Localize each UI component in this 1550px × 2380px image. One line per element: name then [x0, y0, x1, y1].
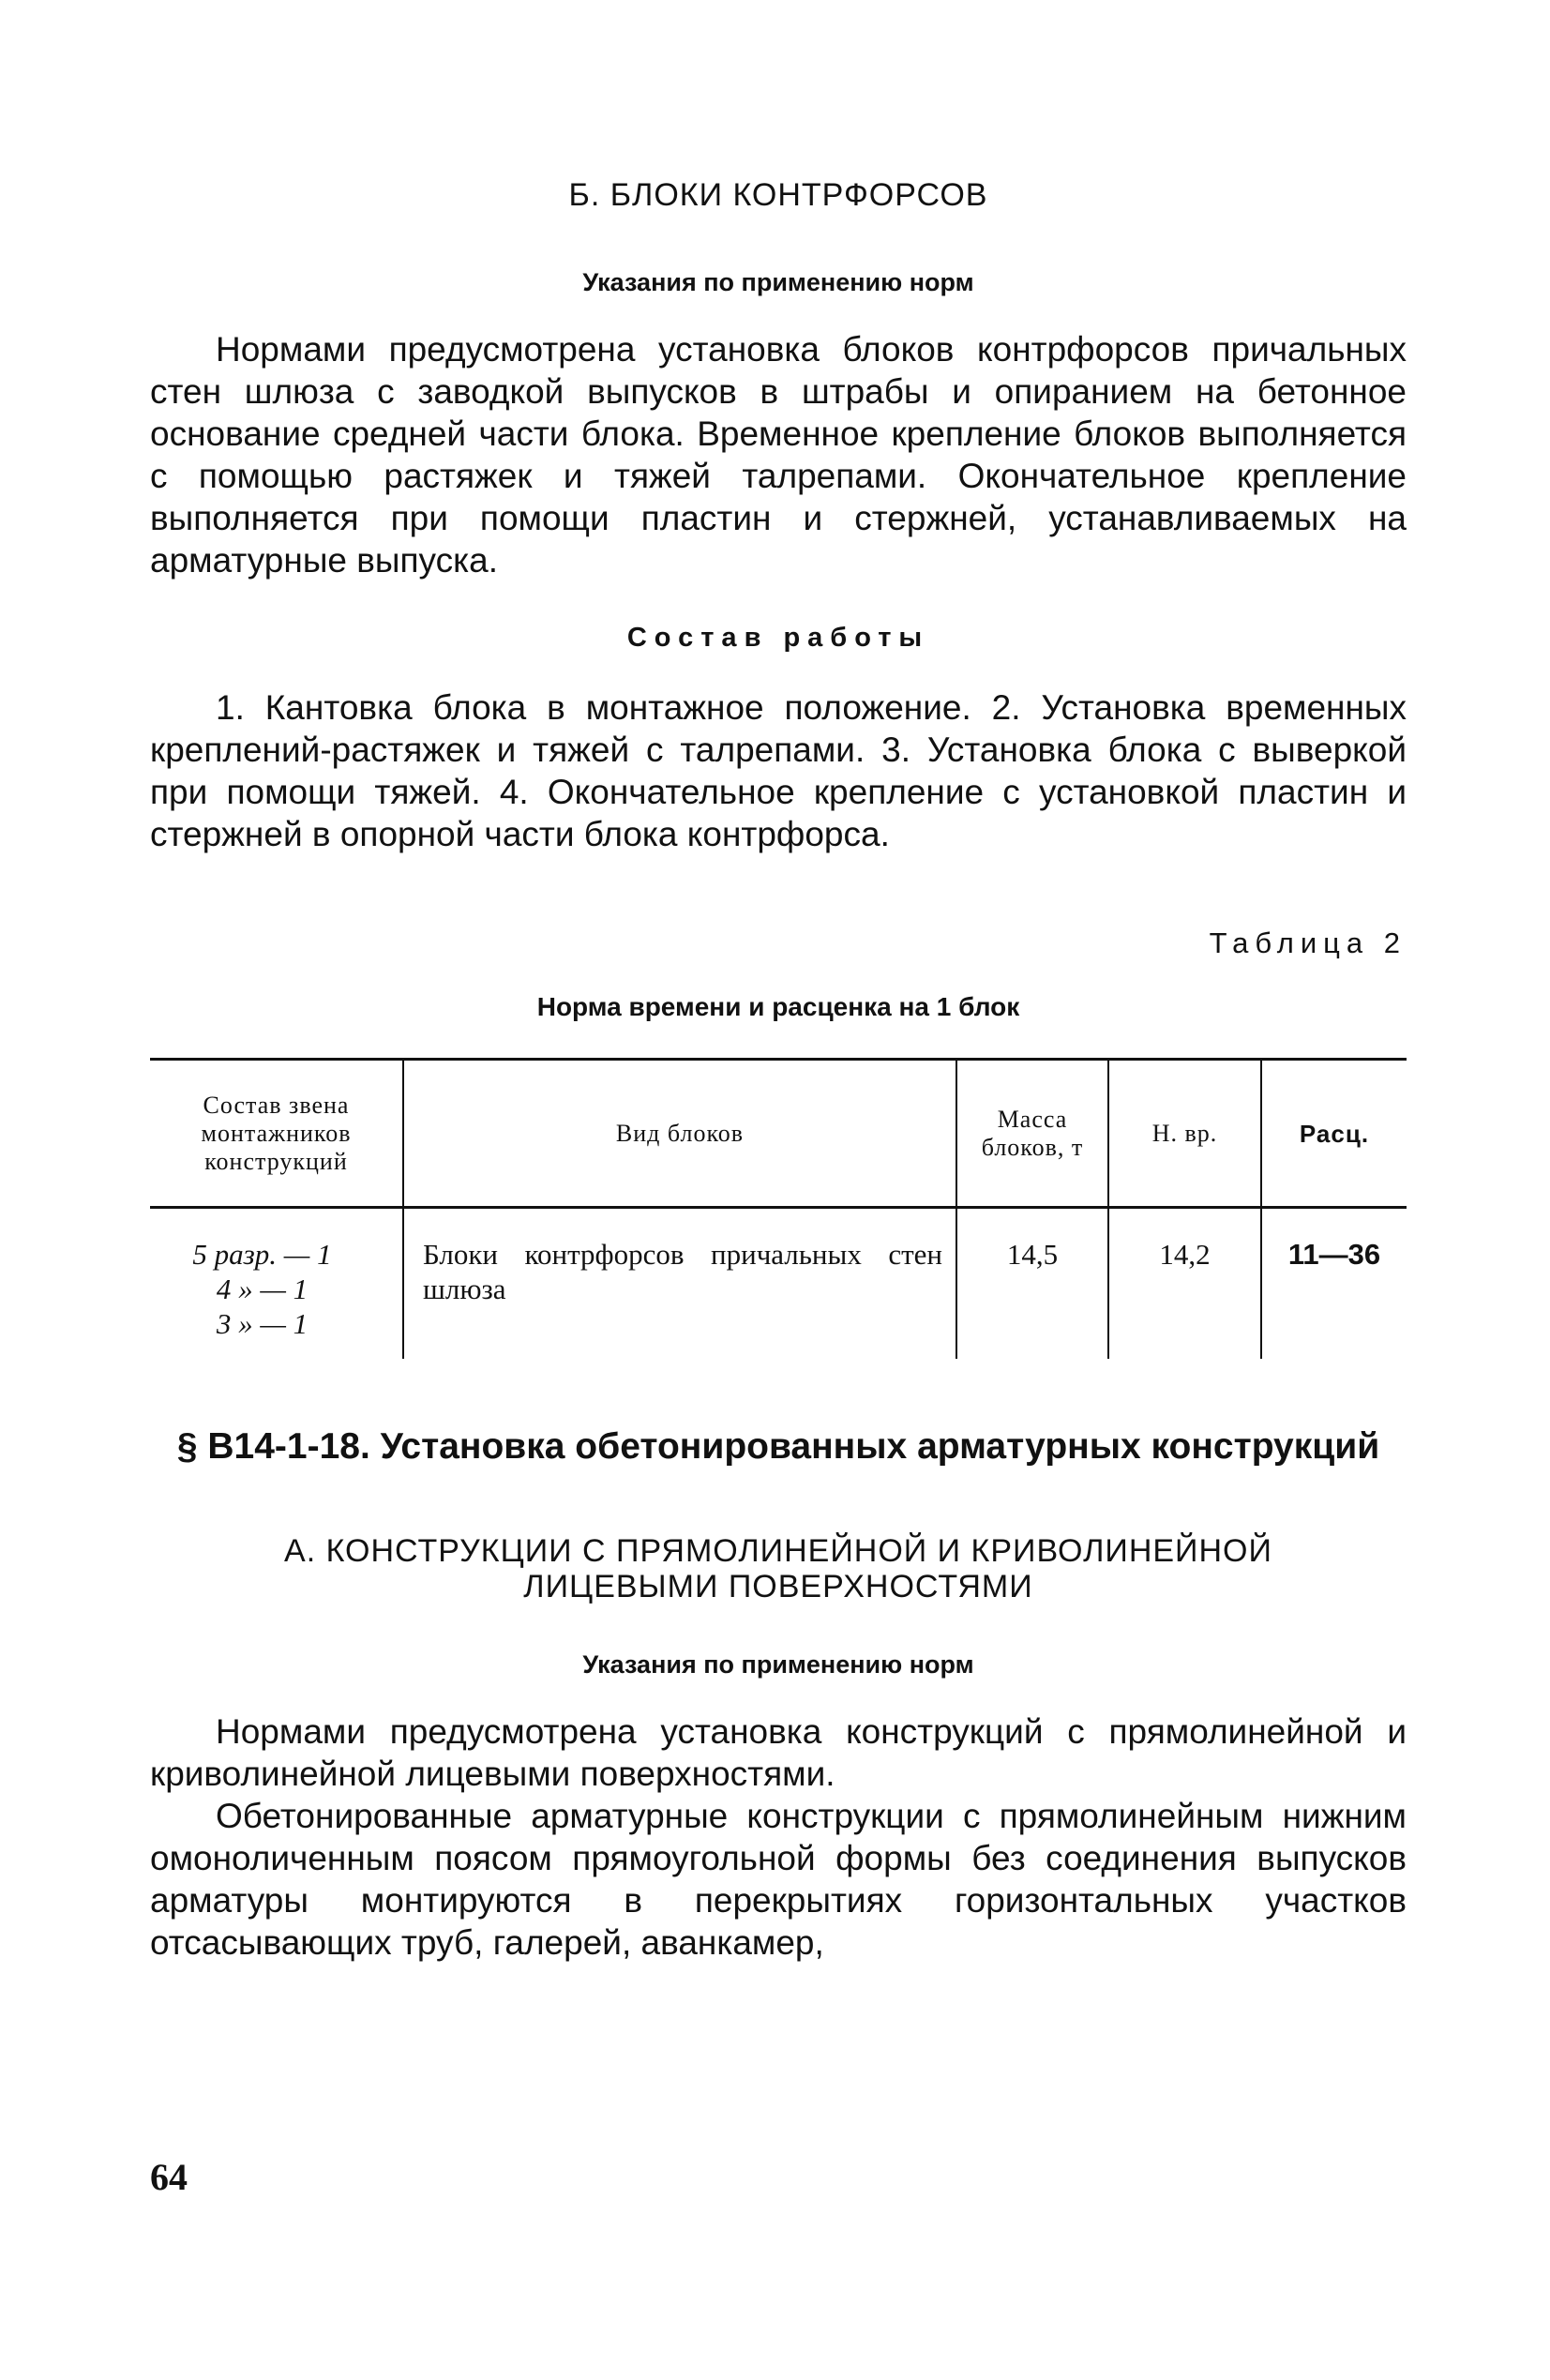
- instructions-heading: Указания по применению норм: [582, 268, 974, 296]
- cell-mass: 14,5: [956, 1208, 1108, 1360]
- table-header-row: [150, 1060, 1407, 1208]
- table-row: [150, 1208, 1407, 1360]
- section-a-title-line2: ЛИЦЕВЫМИ ПОВЕРХНОСТЯМИ: [523, 1569, 1033, 1604]
- header-mass: Масса блоков, т: [956, 1060, 1108, 1208]
- norms-table: [150, 1058, 1407, 1359]
- header-norm: Н. вр.: [1108, 1060, 1261, 1208]
- header-price: Расц.: [1261, 1060, 1407, 1208]
- cell-kind: Блоки контрфорсов причальных стен шлюза: [403, 1208, 956, 1360]
- crew-line: 4 » — 1: [216, 1273, 308, 1305]
- instructions-heading-2: Указания по применению норм: [582, 1650, 974, 1679]
- section-a-title-line1: А. КОНСТРУКЦИИ С ПРЯМОЛИНЕЙНОЙ И КРИВОЛИНЕЙНОЙ: [284, 1533, 1272, 1569]
- document-page: [150, 0, 1407, 2380]
- instructions-text: Нормами предусмотрена установка блоков контрфорсов причальных стен шлюза с заводкой выпусков в штрабы и опиранием на бетонное основание средней части блока. Временное крепление блоков выполняется с помощью растяжек и тяжей талрепами. Окончательное крепление выполняется при помощи пластин и стержней, устанавливаемых на арматурные выпуска.: [150, 330, 1407, 580]
- cell-norm: 14,2: [1108, 1208, 1261, 1360]
- crew-line: 3 » — 1: [216, 1307, 308, 1340]
- crew-line: 5 разр. — 1: [192, 1238, 332, 1271]
- table-caption: Норма времени и расценка на 1 блок: [536, 992, 1020, 1021]
- table-label: Таблица 2: [1209, 926, 1407, 959]
- header-kind: Вид блоков: [403, 1060, 956, 1208]
- paragraph-text-2: Обетонированные арматурные конструкции с прямолинейным нижним омоноличенным поясом прямоугольной формы без соединения выпусков арматуры монтируются в перекрытиях горизонтальных участков отсасывающих труб, галерей, аванкамер,: [150, 1797, 1407, 1962]
- cell-price: 11—36: [1261, 1208, 1407, 1360]
- work-composition-text: 1. Кантовка блока в монтажное положение. 2. Установка временных креплений-растяжек и тяжей с талрепами. 3. Установка блока с выверкой при помощи тяжей. 4. Окончательное крепление с установкой пластин и стержней в опорной части блока контрфорса.: [150, 688, 1407, 853]
- section-b-title: Б. БЛОКИ КОНТРФОРСОВ: [568, 177, 988, 213]
- page-number: 64: [150, 2156, 188, 2198]
- paragraph-heading: § В14-1-18. Установка обетонированных арматурных конструкций: [176, 1426, 1380, 1467]
- work-composition-heading: Состав работы: [626, 623, 930, 653]
- cell-crew: [150, 1208, 403, 1360]
- header-crew: Состав звена монтажников конструкций: [150, 1060, 403, 1208]
- paragraph-text-1: Нормами предусмотрена установка конструкций с прямолинейной и криволинейной лицевыми поверхностями.: [150, 1712, 1407, 1793]
